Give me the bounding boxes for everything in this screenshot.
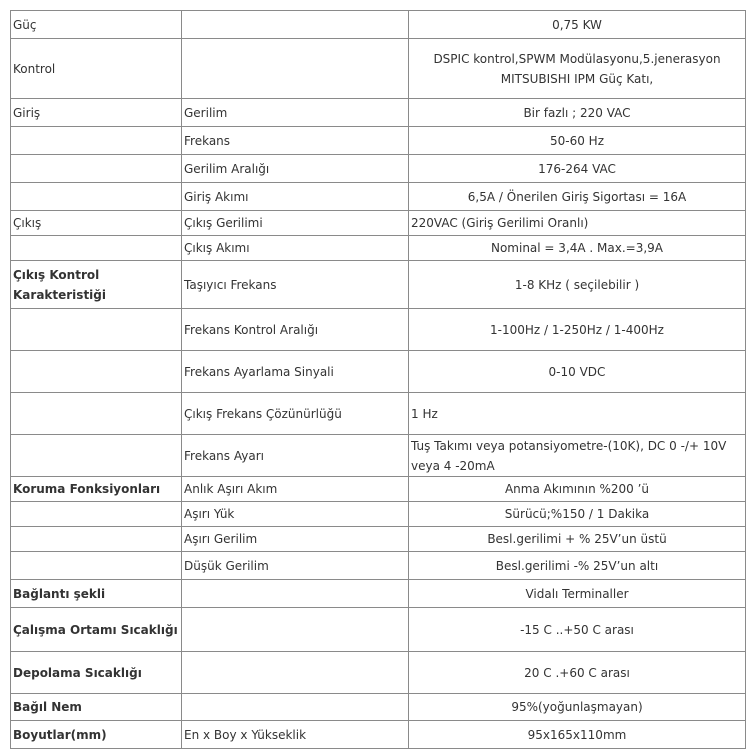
- row-label: [11, 351, 182, 393]
- table-row: [11, 552, 746, 580]
- table-row: [11, 261, 746, 309]
- table-row: [11, 127, 746, 155]
- table-row: [11, 694, 746, 721]
- table-row: [11, 351, 746, 393]
- row-value: -15 C ..+50 C arası: [409, 608, 746, 652]
- row-sublabel: Giriş Akımı: [182, 183, 409, 211]
- row-sublabel: Düşük Gerilim: [182, 552, 409, 580]
- row-sublabel: Gerilim Aralığı: [182, 155, 409, 183]
- row-label: [11, 502, 182, 527]
- table-row: [11, 580, 746, 608]
- row-label: [11, 236, 182, 261]
- table-row: [11, 393, 746, 435]
- row-label: Çıkış: [11, 211, 182, 236]
- row-value: 1-8 KHz ( seçilebilir ): [409, 261, 746, 309]
- row-value: 220VAC (Giriş Gerilimi Oranlı): [409, 211, 746, 236]
- row-sublabel: Aşırı Yük: [182, 502, 409, 527]
- row-value: DSPIC kontrol,SPWM Modülasyonu,5.jenerasyon MITSUBISHI IPM Güç Katı,: [409, 39, 746, 99]
- row-label: [11, 155, 182, 183]
- row-label: Boyutlar(mm): [11, 721, 182, 749]
- row-sublabel: [182, 652, 409, 694]
- table-row: [11, 721, 746, 749]
- row-value: 0-10 VDC: [409, 351, 746, 393]
- row-value: 50-60 Hz: [409, 127, 746, 155]
- row-sublabel: [182, 694, 409, 721]
- row-value: 1-100Hz / 1-250Hz / 1-400Hz: [409, 309, 746, 351]
- row-sublabel: Çıkış Gerilimi: [182, 211, 409, 236]
- row-sublabel: Frekans Ayarlama Sinyali: [182, 351, 409, 393]
- row-sublabel: Frekans Kontrol Aralığı: [182, 309, 409, 351]
- row-sublabel: Gerilim: [182, 99, 409, 127]
- row-sublabel: [182, 580, 409, 608]
- row-sublabel: Aşırı Gerilim: [182, 527, 409, 552]
- table-row: [11, 309, 746, 351]
- row-label: Kontrol: [11, 39, 182, 99]
- row-label: [11, 127, 182, 155]
- table-row: [11, 99, 746, 127]
- row-label: Bağlantı şekli: [11, 580, 182, 608]
- row-sublabel: Çıkış Akımı: [182, 236, 409, 261]
- row-label: [11, 435, 182, 477]
- table-row: [11, 211, 746, 236]
- row-value: 20 C .+60 C arası: [409, 652, 746, 694]
- row-label: [11, 393, 182, 435]
- row-value: Anma Akımının %200 ’ü: [409, 477, 746, 502]
- row-sublabel: Taşıyıcı Frekans: [182, 261, 409, 309]
- table-row: [11, 39, 746, 99]
- table-row: [11, 155, 746, 183]
- row-label: [11, 183, 182, 211]
- row-sublabel: [182, 11, 409, 39]
- spec-table: [10, 10, 746, 749]
- row-value: Bir fazlı ; 220 VAC: [409, 99, 746, 127]
- row-value: Nominal = 3,4A . Max.=3,9A: [409, 236, 746, 261]
- table-row: [11, 502, 746, 527]
- row-value: 176-264 VAC: [409, 155, 746, 183]
- table-row: [11, 527, 746, 552]
- row-value: 95%(yoğunlaşmayan): [409, 694, 746, 721]
- row-value: 95x165x110mm: [409, 721, 746, 749]
- table-row: [11, 11, 746, 39]
- row-value: 1 Hz: [409, 393, 746, 435]
- row-value: Besl.gerilimi -% 25V’un altı: [409, 552, 746, 580]
- table-row: [11, 183, 746, 211]
- row-label: [11, 552, 182, 580]
- row-sublabel: En x Boy x Yükseklik: [182, 721, 409, 749]
- table-row: [11, 477, 746, 502]
- row-sublabel: [182, 39, 409, 99]
- row-value: Tuş Takımı veya potansiyometre-(10K), DC 0 -/+ 10V veya 4 -20mA: [409, 435, 746, 477]
- row-label: Koruma Fonksiyonları: [11, 477, 182, 502]
- table-row: [11, 608, 746, 652]
- row-sublabel: Frekans: [182, 127, 409, 155]
- table-row: [11, 652, 746, 694]
- row-label: [11, 309, 182, 351]
- row-sublabel: Çıkış Frekans Çözünürlüğü: [182, 393, 409, 435]
- row-label: Çalışma Ortamı Sıcaklığı: [11, 608, 182, 652]
- row-sublabel: Anlık Aşırı Akım: [182, 477, 409, 502]
- row-value: 6,5A / Önerilen Giriş Sigortası = 16A: [409, 183, 746, 211]
- table-row: [11, 236, 746, 261]
- row-label: Güç: [11, 11, 182, 39]
- row-value: Vidalı Terminaller: [409, 580, 746, 608]
- row-label: Çıkış Kontrol Karakteristiği: [11, 261, 182, 309]
- row-value: Sürücü;%150 / 1 Dakika: [409, 502, 746, 527]
- row-value: Besl.gerilimi + % 25V’un üstü: [409, 527, 746, 552]
- row-sublabel: Frekans Ayarı: [182, 435, 409, 477]
- table-row: [11, 435, 746, 477]
- row-label: Depolama Sıcaklığı: [11, 652, 182, 694]
- row-label: [11, 527, 182, 552]
- row-value: 0,75 KW: [409, 11, 746, 39]
- row-label: Giriş: [11, 99, 182, 127]
- row-sublabel: [182, 608, 409, 652]
- row-label: Bağıl Nem: [11, 694, 182, 721]
